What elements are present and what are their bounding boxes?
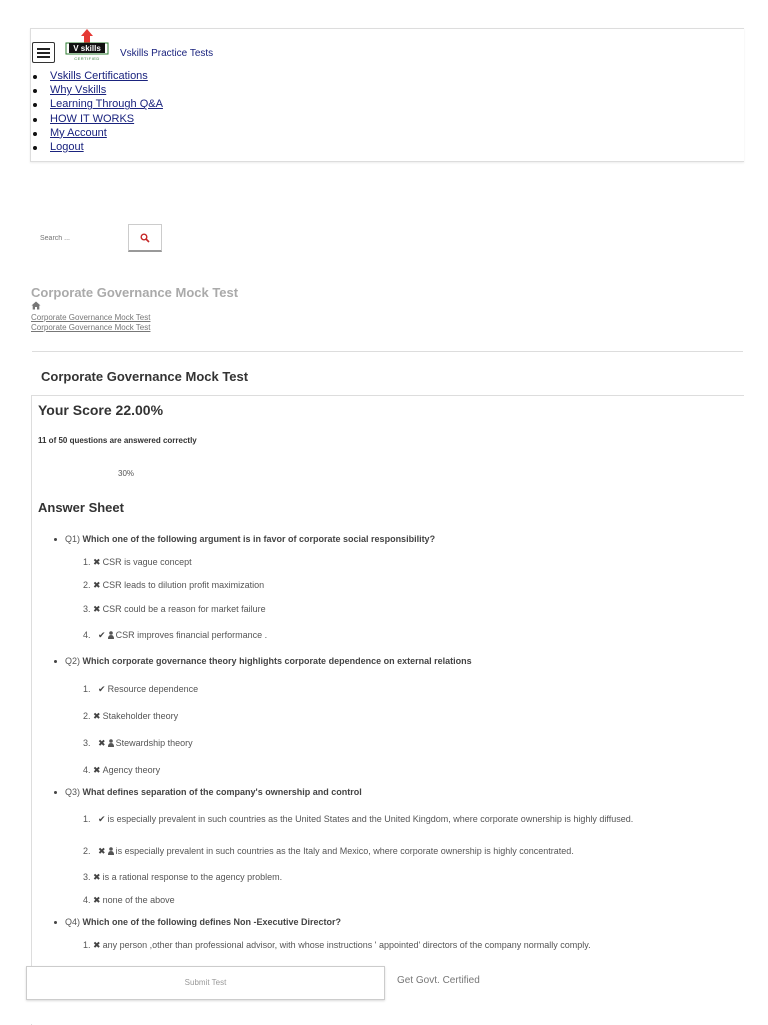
cross-icon: ✖ <box>93 872 101 882</box>
search-icon <box>140 233 150 243</box>
get-govt-certified-link[interactable]: Get Govt. Certified <box>397 975 480 986</box>
question-text: Which one of the following argument is in favor of corporate social responsibility? <box>82 534 436 544</box>
answer-option <box>83 940 591 951</box>
option-number: 4. <box>83 895 91 905</box>
option-text: none of the above <box>102 895 175 905</box>
breadcrumb-link[interactable]: Corporate Governance Mock Test <box>31 323 151 332</box>
option-number: 1. <box>83 684 91 694</box>
option-text: is especially prevalent in such countries as the Italy and Mexico, where corporate ownership is highly concentrated. <box>115 846 574 856</box>
option-text: Agency theory <box>102 765 161 775</box>
svg-text:V skills: V skills <box>73 44 101 53</box>
cross-icon: ✖ <box>93 765 101 775</box>
option-text: CSR could be a reason for market failure <box>102 604 266 614</box>
question-number: Q2) <box>65 656 81 666</box>
answer-option <box>83 765 160 776</box>
menu-link[interactable]: Why Vskills <box>50 84 107 97</box>
percent-label: 30% <box>118 469 135 478</box>
divider <box>32 351 743 352</box>
question-text: Which one of the following defines Non -Executive Director? <box>82 917 342 927</box>
user-icon <box>108 847 114 855</box>
user-icon <box>108 739 114 747</box>
answered-summary: 11 of 50 questions are answered correctly <box>38 436 197 445</box>
site-header <box>30 28 744 162</box>
check-icon: ✔ <box>98 814 106 824</box>
question-number: Q4) <box>65 917 81 927</box>
cross-icon: ✖ <box>98 846 106 856</box>
answer-option <box>83 580 264 591</box>
search-button[interactable] <box>128 224 162 252</box>
question-item <box>65 656 472 666</box>
option-number: 3. <box>83 872 91 882</box>
cross-icon: ✖ <box>93 940 101 950</box>
menu-link[interactable]: Logout <box>50 140 84 153</box>
option-number: 1. <box>83 557 91 567</box>
question-number: Q3) <box>65 787 81 797</box>
menu-item-learning[interactable] <box>31 97 163 111</box>
answer-option <box>83 846 574 857</box>
cross-icon: ✖ <box>98 738 106 748</box>
answer-option <box>83 895 175 906</box>
menu-link[interactable]: My Account <box>50 126 107 139</box>
breadcrumb-link[interactable]: Corporate Governance Mock Test <box>31 313 151 322</box>
check-icon: ✔ <box>98 630 106 640</box>
question-item <box>65 787 362 797</box>
cross-icon: ✖ <box>93 580 101 590</box>
menu-link[interactable]: HOW IT WORKS <box>50 112 135 125</box>
vskills-logo[interactable] <box>63 29 111 63</box>
question-text: Which corporate governance theory highlights corporate dependence on external relations <box>82 656 472 666</box>
score-heading: Your Score 22.00% <box>38 402 164 418</box>
check-icon: ✔ <box>98 684 106 694</box>
option-text: CSR improves financial performance . <box>115 630 268 640</box>
menu-link[interactable]: Vskills Certifications <box>50 70 148 82</box>
hamburger-menu-button[interactable] <box>32 42 55 63</box>
option-number: 2. <box>83 846 91 856</box>
option-number: 3. <box>83 738 91 748</box>
menu-link[interactable]: Learning Through Q&A <box>50 98 163 111</box>
quiz-title: Corporate Governance Mock Test <box>41 369 249 384</box>
menu-item-how-it-works[interactable] <box>31 112 163 126</box>
user-icon <box>108 631 114 639</box>
option-number: 3. <box>83 604 91 614</box>
answer-option <box>83 872 282 883</box>
page-title: Corporate Governance Mock Test <box>31 285 239 300</box>
menu-item-certifications[interactable] <box>31 69 163 83</box>
cross-icon: ✖ <box>93 557 101 567</box>
brand-link[interactable]: Vskills Practice Tests <box>120 48 214 59</box>
question-item <box>65 917 341 927</box>
svg-text:CERTIFIED: CERTIFIED <box>74 56 100 61</box>
option-number: 2. <box>83 580 91 590</box>
results-panel <box>31 395 744 1025</box>
option-number: 1. <box>83 940 91 950</box>
cross-icon: ✖ <box>93 604 101 614</box>
menu-item-why-vskills[interactable] <box>31 83 163 97</box>
option-text: is especially prevalent in such countries as the United States and the United Kingdom, where corporate ownership is highly diffused. <box>107 814 634 824</box>
main-menu <box>31 69 163 154</box>
answer-option <box>83 711 178 722</box>
option-text: is a rational response to the agency problem. <box>102 872 283 882</box>
option-number: 4. <box>83 630 91 640</box>
answer-option <box>83 738 193 749</box>
question-item <box>65 534 435 544</box>
menu-item-logout[interactable] <box>31 140 163 154</box>
question-number: Q1) <box>65 534 81 544</box>
option-text: any person ,other than professional advisor, with whose instructions ' appointed' directors of the company normally comply. <box>102 940 591 950</box>
option-text: CSR leads to dilution profit maximization <box>102 580 265 590</box>
question-text: What defines separation of the company's ownership and control <box>82 787 362 797</box>
option-text: Stewardship theory <box>115 738 193 748</box>
option-text: Resource dependence <box>107 684 199 694</box>
answer-option <box>83 814 633 825</box>
submit-test-button[interactable]: Submit Test <box>26 966 385 1000</box>
cross-icon: ✖ <box>93 711 101 721</box>
option-number: 2. <box>83 711 91 721</box>
search-input[interactable] <box>30 224 128 252</box>
answer-option <box>83 630 267 641</box>
home-icon[interactable] <box>31 301 41 310</box>
option-text: Stakeholder theory <box>102 711 179 721</box>
cross-icon: ✖ <box>93 895 101 905</box>
answer-option <box>83 604 266 615</box>
option-number: 1. <box>83 814 91 824</box>
answer-sheet-heading: Answer Sheet <box>38 500 124 515</box>
option-text: CSR is vague concept <box>102 557 192 567</box>
option-number: 4. <box>83 765 91 775</box>
answer-option <box>83 557 192 568</box>
menu-item-my-account[interactable] <box>31 126 163 140</box>
answer-option <box>83 684 198 695</box>
